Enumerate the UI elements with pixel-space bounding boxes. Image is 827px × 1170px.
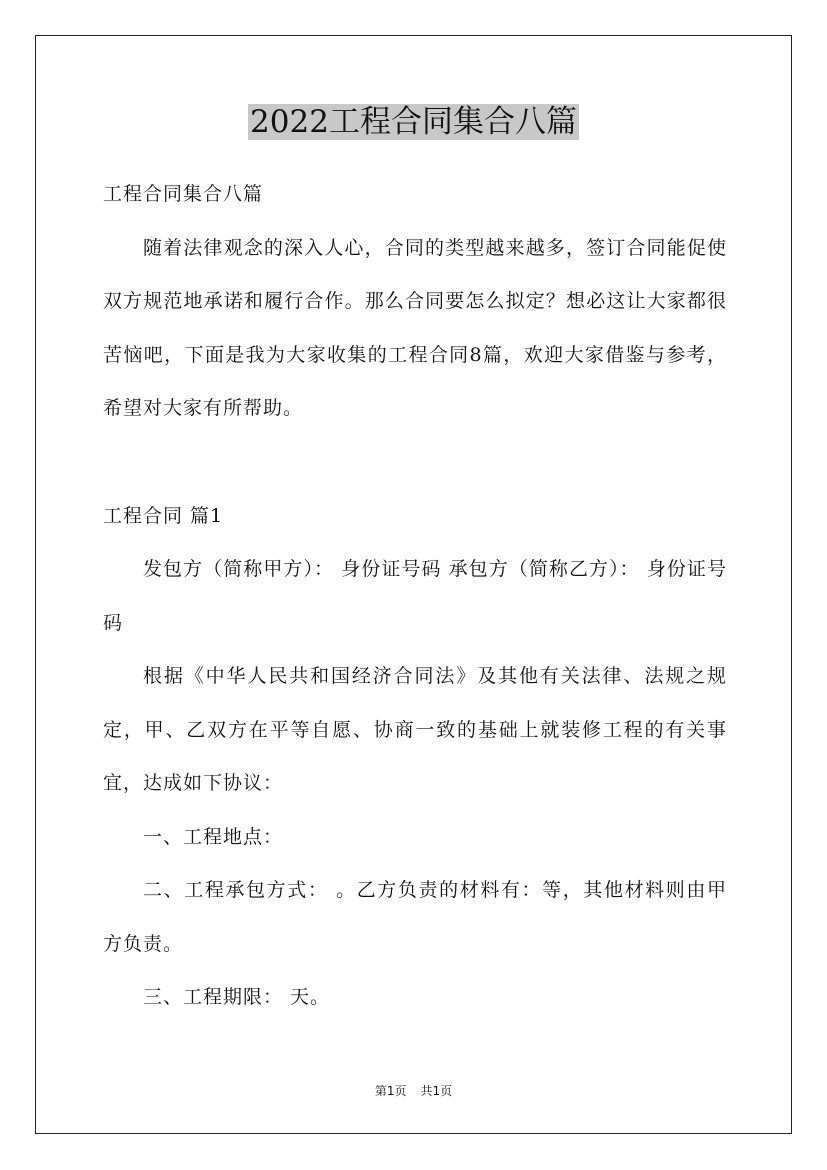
document-body [103, 168, 727, 1025]
intro-paragraph: 随着法律观念的深入人心，合同的类型越来越多，签订合同能促使双方规范地承诺和履行合作。那么合同要怎么拟定？想必这让大家都很苦恼吧，下面是我为大家收集的工程合同8篇，欢迎大家借鉴与参考，希望对大家有所帮助。 [103, 236, 727, 419]
contract-paragraph: 发包方（简称甲方）： 身份证号码 承包方（简称乙方）： 身份证号码 [103, 558, 727, 634]
contract-paragraph: 二、工程承包方式： 。乙方负责的材料有：等，其他材料则由甲方负责。 [103, 879, 727, 955]
document-subtitle: 工程合同集合八篇 [103, 183, 264, 205]
contract-paragraph: 根据《中华人民共和国经济合同法》及其他有关法律、法规之规定，甲、乙双方在平等自愿、协商一致的基础上就装修工程的有关事宜，达成如下协议： [103, 665, 727, 794]
document-title [0, 100, 827, 144]
document-title-text: 2022工程合同集合八篇 [250, 104, 577, 140]
page-total: 共1页 [420, 1084, 453, 1098]
contract-paragraph: 三、工程期限： 天。 [143, 986, 331, 1008]
section-heading: 工程合同 篇1 [103, 504, 224, 527]
page-footer [0, 1083, 827, 1099]
contract-paragraph: 一、工程地点： [143, 825, 284, 848]
page-number: 第1页 [374, 1084, 407, 1098]
